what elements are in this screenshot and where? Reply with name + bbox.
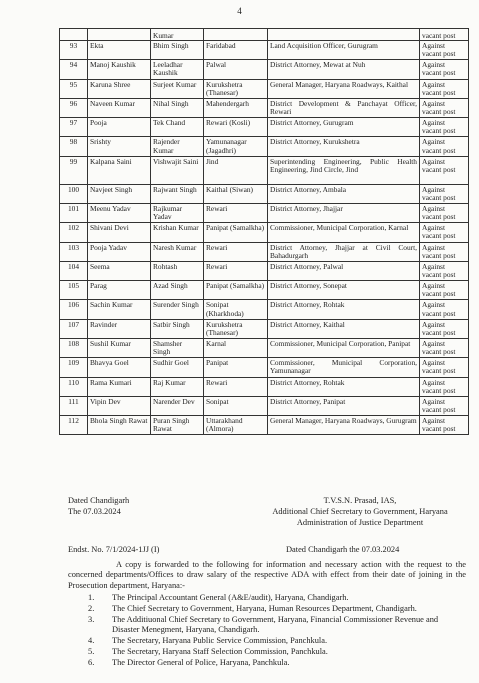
posting-cell: Commissioner, Municipal Corporation, Panipat: [268, 338, 420, 357]
remarks-cell: Against vacant post: [420, 242, 469, 261]
posting-cell: District Attorney, Mewat at Nuh: [268, 60, 420, 79]
name-cell: Karuna Shree: [88, 79, 151, 98]
table-row: [60, 137, 469, 156]
endorsement-date: Dated Chandigarh the 07.03.2024: [286, 545, 400, 554]
copy-item-text: The Secretary, Haryana Staff Selection Commission, Panchkula.: [112, 647, 328, 657]
table-row: [60, 338, 469, 357]
serial-cell: 108: [60, 338, 88, 357]
serial-cell: 98: [60, 137, 88, 156]
copy-item-number: 5.: [88, 647, 95, 657]
table-row: [60, 377, 469, 396]
copy-list-item: [68, 593, 466, 603]
district-cell: Palwal: [204, 60, 268, 79]
district-cell: Rewari: [204, 242, 268, 261]
name-cell: Navjeet Singh: [88, 184, 151, 203]
father-name-cell: Surjeet Kumar: [151, 79, 204, 98]
remarks-cell: Against vacant post: [420, 203, 469, 222]
signature-date-block: [68, 496, 129, 518]
name-cell: Bhola Singh Rawat: [88, 416, 151, 435]
page-number: 4: [237, 6, 242, 16]
father-name-cell: Bhim Singh: [151, 41, 204, 60]
remarks-cell: Against vacant post: [420, 338, 469, 357]
father-name-cell: Tek Chand: [151, 118, 204, 137]
district-cell: Rewari: [204, 377, 268, 396]
remarks-cell: Against vacant post: [420, 281, 469, 300]
district-cell: Panipat: [204, 358, 268, 377]
serial-cell: 107: [60, 319, 88, 338]
serial-cell: 100: [60, 184, 88, 203]
remarks-cell: Against vacant post: [420, 79, 469, 98]
table-row: [60, 223, 469, 242]
remarks-cell: Against vacant post: [420, 396, 469, 415]
posting-cell: District Attorney, Palwal: [268, 261, 420, 280]
copy-item-number: 2.: [88, 604, 95, 614]
copy-list-item: [68, 658, 466, 668]
name-cell: Pooja: [88, 118, 151, 137]
remarks-cell: Against vacant post: [420, 261, 469, 280]
copy-list: [68, 593, 466, 670]
name-cell: Meenu Yadav: [88, 203, 151, 222]
serial-cell: 101: [60, 203, 88, 222]
father-name-cell: Sudhir Goel: [151, 358, 204, 377]
serial-cell: 93: [60, 41, 88, 60]
serial-cell: 112: [60, 416, 88, 435]
name-cell: Sachin Kumar: [88, 300, 151, 319]
posting-cell: Commissioner, Municipal Corporation, Yamunanagar: [268, 358, 420, 377]
copy-list-item: [68, 647, 466, 657]
father-name-cell: Narender Dev: [151, 396, 204, 415]
name-cell: Rama Kumari: [88, 377, 151, 396]
father-name-cell: Rajkumar Yadav: [151, 203, 204, 222]
table-row: [60, 358, 469, 377]
copy-item-text: The Secretary, Haryana Public Service Commission, Panchkula.: [112, 636, 328, 646]
remarks-cell: Against vacant post: [420, 41, 469, 60]
posting-cell: General Manager, Haryana Roadways, Kaithal: [268, 79, 420, 98]
father-name-cell: Raj Kumar: [151, 377, 204, 396]
copy-item-number: 4.: [88, 636, 95, 646]
remarks-cell: Against vacant post: [420, 416, 469, 435]
posting-cell: District Attorney, Gurugram: [268, 118, 420, 137]
remarks-cell: Against vacant post: [420, 156, 469, 184]
name-cell: Pooja Yadav: [88, 242, 151, 261]
copy-list-item: [68, 615, 466, 635]
serial-cell: 110: [60, 377, 88, 396]
district-cell: Yamunanagar (Jagadhri): [204, 137, 268, 156]
district-cell: Rewari: [204, 261, 268, 280]
table-row: [60, 281, 469, 300]
father-name-cell: Rajender Kumar: [151, 137, 204, 156]
table-row: [60, 60, 469, 79]
table-row: [60, 41, 469, 60]
serial-cell: 106: [60, 300, 88, 319]
remarks-cell: Against vacant post: [420, 60, 469, 79]
district-cell: Jind: [204, 156, 268, 184]
signatory-name: T.V.S.N. Prasad, IAS,: [323, 496, 397, 505]
name-cell: Shivani Devi: [88, 223, 151, 242]
district-cell: Faridabad: [204, 41, 268, 60]
posting-cell: Superintending Engineering, Public Health Engineering, Jind Circle, Jind: [268, 156, 420, 184]
signature-block: [255, 496, 465, 529]
district-cell: Uttarakhand (Almora): [204, 416, 268, 435]
father-name-cell: Azad Singh: [151, 281, 204, 300]
forwarding-paragraph: [68, 560, 466, 591]
name-cell: Vipin Dev: [88, 396, 151, 415]
dated-date: The 07.03.2024: [68, 506, 121, 516]
posting-cell: District Attorney, Sonepat: [268, 281, 420, 300]
posting-cell: District Attorney, Kaithal: [268, 319, 420, 338]
table-row: [60, 300, 469, 319]
name-cell: Manoj Kaushik: [88, 60, 151, 79]
father-name-cell: Shamsher Singh: [151, 338, 204, 357]
remarks-cell: Against vacant post: [420, 377, 469, 396]
posting-cell: District Attorney, Ambala: [268, 184, 420, 203]
district-cell: Kurukshetra (Thanesar): [204, 79, 268, 98]
father-name-cell: Rohtash: [151, 261, 204, 280]
remarks-cell: Against vacant post: [420, 137, 469, 156]
table-row: [60, 396, 469, 415]
posting-cell: District Attorney, Rohtak: [268, 377, 420, 396]
copy-list-item: [68, 604, 466, 614]
table-row: [60, 79, 469, 98]
copy-item-number: 3.: [88, 615, 95, 625]
dated-place: Dated Chandigarh: [68, 496, 130, 505]
remarks-cell: Against vacant post: [420, 223, 469, 242]
serial-cell: 104: [60, 261, 88, 280]
table-row: [60, 184, 469, 203]
copy-item-text: The Chief Secretary to Government, Haryana, Human Resources Department, Chandigarh.: [112, 604, 417, 614]
name-cell: Bhavya Goel: [88, 358, 151, 377]
name-cell: Naveen Kumar: [88, 98, 151, 117]
name-cell: [88, 29, 151, 41]
posting-cell: District Development & Panchayat Officer, Rewari: [268, 98, 420, 117]
signatory-designation: Additional Chief Secretary to Government, Haryana: [272, 506, 448, 516]
serial-cell: 111: [60, 396, 88, 415]
district-cell: Panipat (Samalkha): [204, 281, 268, 300]
district-cell: Rewari: [204, 203, 268, 222]
posting-cell: District Attorney, Jhajjar at Civil Court, Bahadurgarh: [268, 242, 420, 261]
serial-cell: 96: [60, 98, 88, 117]
remarks-cell: Against vacant post: [420, 300, 469, 319]
father-name-cell: Rajwant Singh: [151, 184, 204, 203]
posting-cell: District Attorney, Jhajjar: [268, 203, 420, 222]
district-cell: Panipat (Samalkha): [204, 223, 268, 242]
remarks-cell: Against vacant post: [420, 98, 469, 117]
remarks-cell: Against vacant post: [420, 184, 469, 203]
table-row: [60, 242, 469, 261]
copy-item-number: 1.: [88, 593, 95, 602]
table-row: [60, 416, 469, 435]
remarks-cell: Against vacant post: [420, 118, 469, 137]
table-row: [60, 118, 469, 137]
forwarding-text: A copy is forwarded to the following for information and necessary action with the request to the concerned departments/Offices to draw salary of the respective ADA with effect from their date of joining in the Prosecution department, Haryana:-: [68, 560, 466, 590]
posting-cell: [268, 29, 420, 41]
father-name-cell: Nihal Singh: [151, 98, 204, 117]
copy-item-text: The Additiuonal Chief Secretary to Government, Haryana, Financial Commissioner Revenue and Disaster Menegment, Haryana, Chandigarh.: [112, 615, 439, 635]
father-name-cell: Leeladhar Kaushik: [151, 60, 204, 79]
name-cell: Ekta: [88, 41, 151, 60]
district-cell: Mahendergarh: [204, 98, 268, 117]
copy-list-item: [68, 636, 466, 646]
table-row: [60, 29, 469, 41]
serial-cell: 95: [60, 79, 88, 98]
table-row: [60, 203, 469, 222]
father-name-cell: Vishwajit Saini: [151, 156, 204, 184]
copy-item-text: The Director General of Police, Haryana, Panchkula.: [112, 658, 290, 668]
remarks-cell: vacant post: [420, 29, 469, 41]
name-cell: Sushil Kumar: [88, 338, 151, 357]
remarks-cell: Against vacant post: [420, 319, 469, 338]
posting-cell: General Manager, Haryana Roadways, Gurugram: [268, 416, 420, 435]
district-cell: Kurukshetra (Thanesar): [204, 319, 268, 338]
table-row: [60, 98, 469, 117]
remarks-cell: Against vacant post: [420, 358, 469, 377]
father-name-cell: Naresh Kumar: [151, 242, 204, 261]
district-cell: Sonipat (Kharkhoda): [204, 300, 268, 319]
name-cell: Ravinder: [88, 319, 151, 338]
father-name-cell: Surender Singh: [151, 300, 204, 319]
signatory-department: Administration of Justice Department: [296, 517, 424, 527]
posting-cell: Commissioner, Municipal Corporation, Karnal: [268, 223, 420, 242]
table-row: [60, 319, 469, 338]
district-cell: Rewari (Kosli): [204, 118, 268, 137]
name-cell: Kalpana Saini: [88, 156, 151, 184]
serial-cell: 102: [60, 223, 88, 242]
posting-cell: District Attorney, Rohtak: [268, 300, 420, 319]
name-cell: Srishty: [88, 137, 151, 156]
father-name-cell: Satbir Singh: [151, 319, 204, 338]
posting-cell: District Attorney, Kurukshetra: [268, 137, 420, 156]
district-cell: [204, 29, 268, 41]
posting-cell: Land Acquisition Officer, Gurugram: [268, 41, 420, 60]
father-name-cell: Kumar: [151, 29, 204, 41]
district-cell: Kaithal (Siwan): [204, 184, 268, 203]
name-cell: Seema: [88, 261, 151, 280]
serial-cell: 97: [60, 118, 88, 137]
copy-item-text: The Principal Accountant General (A&E/audit), Haryana, Chandigarh.: [112, 593, 349, 602]
endorsement-number: Endst. No. 7/1/2024-1JJ (I): [68, 545, 160, 554]
district-cell: Karnal: [204, 338, 268, 357]
serial-cell: 99: [60, 156, 88, 184]
serial-cell: 94: [60, 60, 88, 79]
serial-cell: 105: [60, 281, 88, 300]
appointment-table: [59, 28, 469, 435]
table-row: [60, 156, 469, 184]
serial-cell: [60, 29, 88, 41]
father-name-cell: Krishan Kumar: [151, 223, 204, 242]
posting-cell: District Attorney, Panipat: [268, 396, 420, 415]
serial-cell: 103: [60, 242, 88, 261]
district-cell: Sonipat: [204, 396, 268, 415]
father-name-cell: Puran Singh Rawat: [151, 416, 204, 435]
table-row: [60, 261, 469, 280]
name-cell: Parag: [88, 281, 151, 300]
copy-item-number: 6.: [88, 658, 95, 668]
serial-cell: 109: [60, 358, 88, 377]
